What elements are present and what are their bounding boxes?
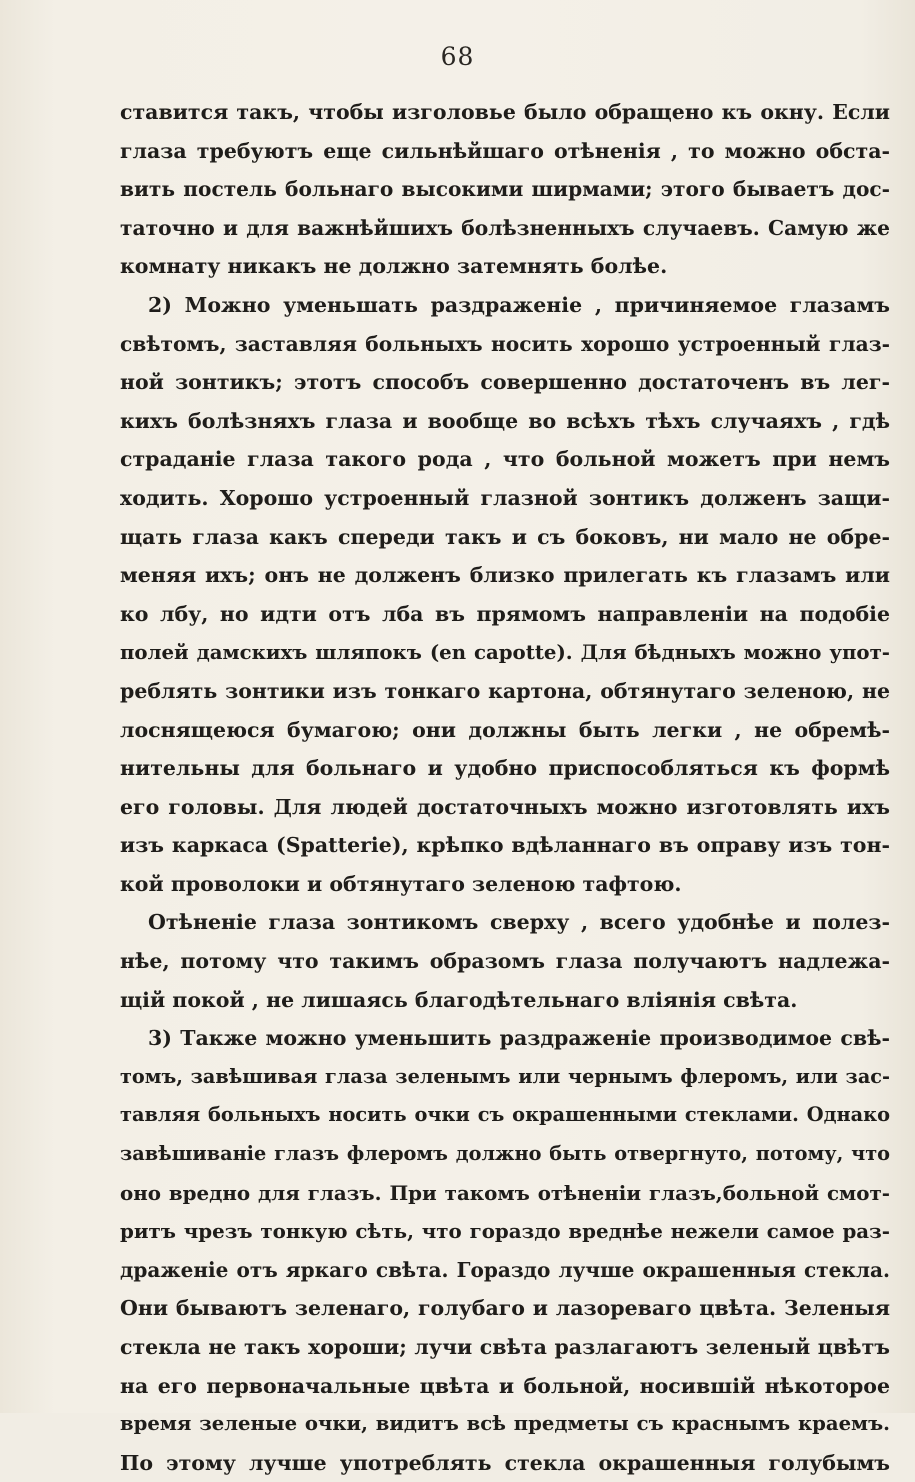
text-line: страданіе глаза такого рода , что больной можетъ при немъ bbox=[120, 447, 890, 472]
text-line: щать глаза какъ спереди такъ и съ боковъ, ни мало не обре- bbox=[120, 524, 890, 549]
text-line: реблять зонтики изъ тонкаго картона, обтянутаго зеленою, не bbox=[120, 678, 890, 703]
text-line: на его первоначальные цвѣта и больной, носившій нѣкоторое bbox=[120, 1373, 890, 1398]
text-line: 3) Также можно уменьшить раздраженіе производимое свѣ- bbox=[148, 1026, 890, 1051]
text-line: ритъ чрезъ тонкую сѣть, что гораздо вреднѣе нежели самое раз- bbox=[120, 1219, 890, 1244]
text-line: время зеленые очки, видитъ всѣ предметы съ краснымъ краемъ. bbox=[120, 1412, 890, 1436]
text-line: Они бываютъ зеленаго, голубаго и лазореваго цвѣта. Зеленыя bbox=[120, 1296, 890, 1321]
text-line: стекла не такъ хороши; лучи свѣта разлагаютъ зеленый цвѣтъ bbox=[120, 1335, 890, 1359]
text-line: 2) Можно уменьшать раздраженіе , причиняемое глазамъ bbox=[148, 292, 890, 317]
text-line: изъ каркаса (Spatterie), крѣпко вдѣланнаго въ оправу изъ тон- bbox=[120, 833, 890, 858]
text-line: его головы. Для людей достаточныхъ можно изготовлять ихъ bbox=[120, 794, 890, 819]
text-line: ходить. Хорошо устроенный глазной зонтикъ долженъ защи- bbox=[120, 485, 890, 510]
text-line: нительны для больнаго и удобно приспособляться къ формѣ bbox=[120, 756, 890, 781]
body-text bbox=[120, 93, 890, 1482]
text-line: кихъ болѣзняхъ глаза и вообще во всѣхъ тѣхъ случаяхъ , гдѣ bbox=[120, 408, 890, 433]
text-line: По этому лучше употреблять стекла окрашенныя голубымъ bbox=[120, 1450, 890, 1475]
text-line: Отѣненіе глаза зонтикомъ сверху , всего удобнѣе и полез- bbox=[148, 910, 890, 935]
text-line: завѣшиваніе глазъ флеромъ должно быть отвергнуто, потому, что bbox=[120, 1142, 890, 1166]
text-line: глаза требуютъ еще сильнѣйшаго отѣненія , то можно обста- bbox=[120, 138, 890, 163]
text-line: ставится такъ, чтобы изголовье было обращено къ окну. Если bbox=[120, 100, 890, 124]
text-line: кой проволоки и обтянутаго зеленою тафтою. bbox=[120, 871, 682, 896]
text-line: тавляя больныхъ носить очки съ окрашенными стеклами. Однако bbox=[120, 1103, 890, 1127]
text-line: томъ, завѣшивая глаза зеленымъ или чернымъ флеромъ, или зас- bbox=[120, 1064, 890, 1088]
text-line: таточно и для важнѣйшихъ болѣзненныхъ случаевъ. Самую же bbox=[120, 215, 890, 240]
text-line: комнату никакъ не должно затемнять болѣе. bbox=[120, 254, 668, 279]
page-number: 68 bbox=[440, 42, 475, 71]
text-line: вить постель больнаго высокими ширмами; этого бываетъ дос- bbox=[120, 177, 890, 202]
text-line: оно вредно для глазъ. При такомъ отѣненіи глазъ,больной смот- bbox=[120, 1180, 890, 1205]
text-line: щій покой , не лишаясь благодѣтельнаго вліянія свѣта. bbox=[120, 987, 798, 1012]
text-line: свѣтомъ, заставляя больныхъ носить хорошо устроенный глаз- bbox=[120, 331, 890, 356]
text-line: ко лбу, но идти отъ лба въ прямомъ направленіи на подобіе bbox=[120, 601, 890, 626]
text-line: меняя ихъ; онъ не долженъ близко прилегать къ глазамъ или bbox=[120, 563, 890, 588]
text-line: нѣе, потому что такимъ образомъ глаза получаютъ надлежа- bbox=[120, 949, 890, 974]
text-line: полей дамскихъ шляпокъ (en capotte). Для бѣдныхъ можно упот- bbox=[120, 640, 890, 665]
text-line: драженіе отъ яркаго свѣта. Гораздо лучше окрашенныя стекла. bbox=[120, 1257, 890, 1282]
text-line: лоснящеюся бумагою; они должны быть легки , не обремѣ- bbox=[120, 717, 890, 742]
text-line: ной зонтикъ; этотъ способъ совершенно достаточенъ въ лег- bbox=[120, 370, 890, 395]
